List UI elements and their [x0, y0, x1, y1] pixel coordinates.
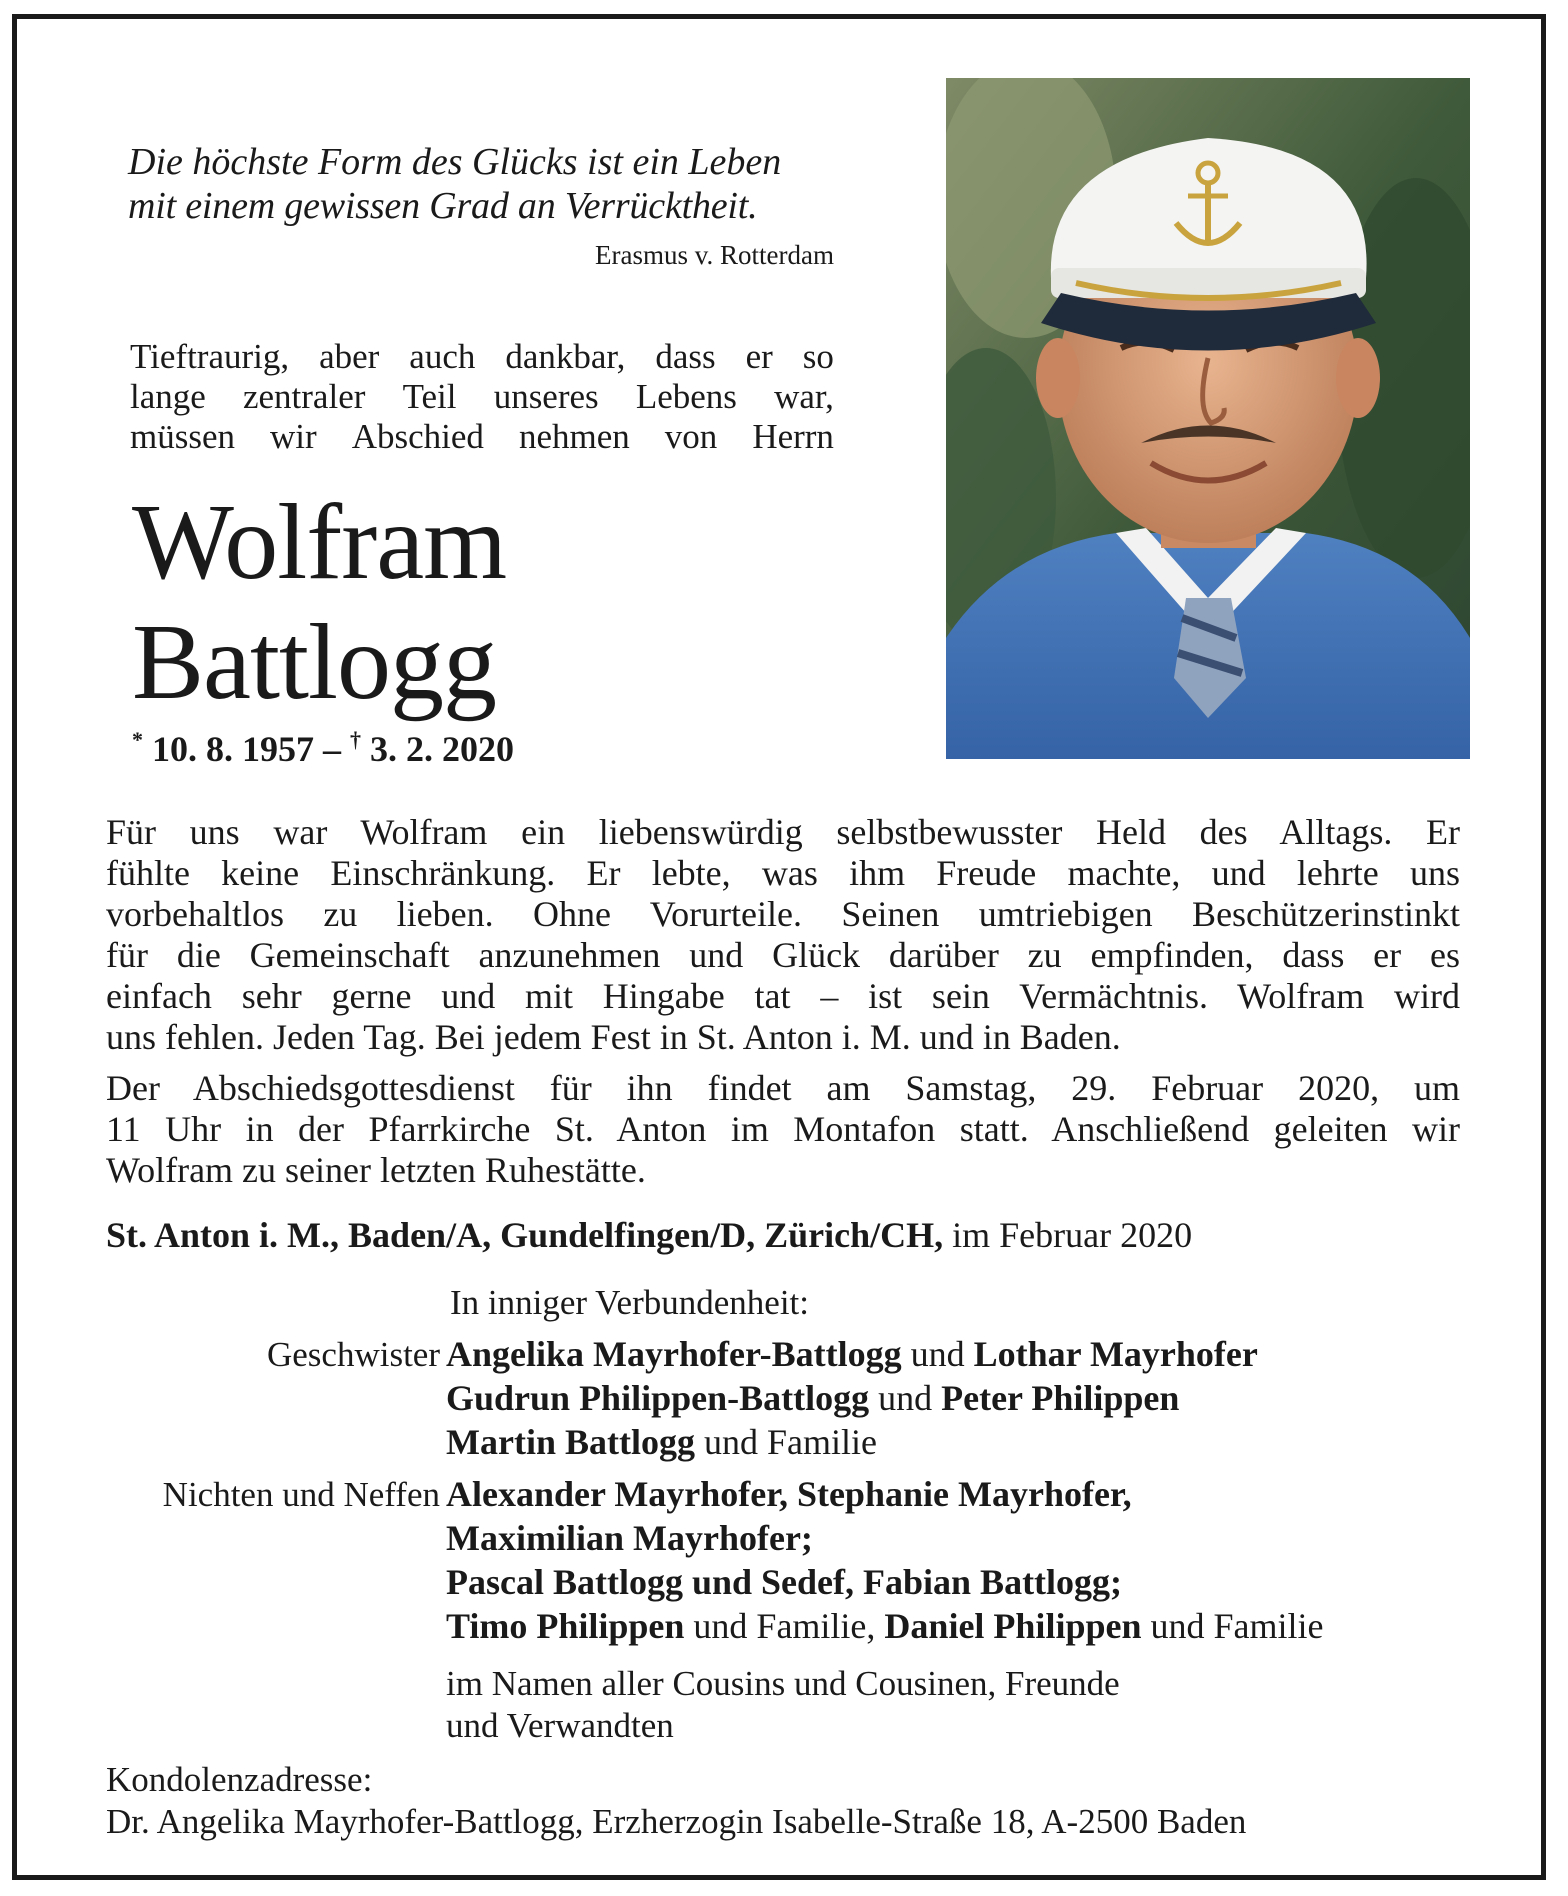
intro-word: von [664, 417, 718, 456]
intro-word: dankbar, [505, 337, 626, 376]
intro-word: so [802, 337, 834, 376]
funeral-service-paragraph [106, 1068, 1460, 1191]
service-line: Wolfram zu seiner letzten Ruhestätte. [106, 1150, 646, 1190]
notice-date: im Februar 2020 [943, 1215, 1193, 1255]
relative-name: Alexander Mayrhofer, Stephanie Mayrhofer, [446, 1474, 1132, 1514]
intro-word: lange [130, 377, 206, 416]
intro-word: müssen [130, 417, 235, 456]
intro-line-2 [130, 377, 834, 417]
life-dates [132, 727, 514, 770]
nieces-row [446, 1561, 1122, 1603]
quote [128, 140, 836, 228]
tribute-paragraph [106, 812, 1460, 1058]
quote-line-2: mit einem gewissen Grad an Verrücktheit. [128, 185, 758, 227]
deceased-first-name: Wolfram [132, 483, 507, 602]
siblings-row [446, 1377, 1179, 1419]
nieces-row [446, 1517, 813, 1559]
relative-connector: und Familie [1141, 1606, 1324, 1646]
relative-name: Peter Philippen [941, 1378, 1180, 1418]
places: St. Anton i. M., Baden/A, Gundelfingen/D, Zürich/CH, [106, 1215, 944, 1255]
nieces-label: Nichten und Neffen [162, 1475, 440, 1514]
portrait-illustration [946, 78, 1470, 759]
intro-word: Teil [402, 377, 457, 416]
tribute-line: vorbehaltlos zu lieben. Ohne Vorurteile. Seinen umtriebigen Beschützerinstinkt [106, 894, 1460, 934]
nieces-row [446, 1605, 1323, 1647]
intro-line-1 [130, 337, 834, 377]
relative-name: Angelika Mayrhofer-Battlogg [446, 1334, 902, 1374]
relative-name: Martin Battlogg [446, 1422, 695, 1462]
siblings-row [446, 1333, 1258, 1375]
closing-line-1: im Namen aller Cousins und Cousinen, Freunde [446, 1664, 1120, 1703]
relative-name: Timo Philippen [446, 1606, 685, 1646]
death-date: 3. 2. 2020 [370, 729, 514, 769]
birth-date: 10. 8. 1957 – [152, 729, 341, 769]
deceased-last-name: Battlogg [132, 603, 496, 722]
relative-name: Lothar Mayrhofer [973, 1334, 1258, 1374]
relative-connector: und [869, 1378, 942, 1418]
siblings-label: Geschwister [266, 1335, 440, 1374]
relative-connector: und Familie, [684, 1606, 885, 1646]
intro-word: er [745, 337, 773, 376]
relative-connector: und [901, 1334, 974, 1374]
quote-line-1: Die höchste Form des Glücks ist ein Leben [128, 141, 782, 183]
relative-name: Daniel Philippen [884, 1606, 1142, 1646]
siblings-row [446, 1421, 877, 1463]
intro-word: Herrn [752, 417, 834, 456]
intro-line-3 [130, 417, 834, 457]
intro-word: zentraler [242, 377, 366, 416]
places-and-date [106, 1214, 1192, 1256]
relative-name: Gudrun Philippen-Battlogg [446, 1378, 870, 1418]
relative-connector: und Familie [694, 1422, 877, 1462]
intro-word: Tieftraurig, [130, 337, 290, 376]
intro-word: war, [774, 377, 834, 416]
quote-author: Erasmus v. Rotterdam [595, 240, 834, 270]
intro-word: auch [409, 337, 476, 376]
tribute-line: einfach sehr gerne und mit Hingabe tat – ist sein Vermächtnis. Wolfram wird [106, 976, 1460, 1016]
intro-text [130, 337, 834, 457]
nieces-row [446, 1473, 1132, 1515]
death-cross-icon: † [350, 727, 361, 752]
verbundenheit-heading: In inniger Verbundenheit: [450, 1283, 809, 1322]
service-line: 11 Uhr in der Pfarrkirche St. Anton im Montafon statt. Anschließend geleiten wir [106, 1109, 1460, 1149]
intro-word: nehmen [518, 417, 630, 456]
intro-word: wir [270, 417, 317, 456]
intro-word: Abschied [351, 417, 484, 456]
closing-line-2: und Verwandten [446, 1706, 674, 1745]
service-line: Der Abschiedsgottesdienst für ihn findet am Samstag, 29. Februar 2020, um [106, 1068, 1460, 1108]
tribute-line: Für uns war Wolfram ein liebenswürdig selbstbewusster Held des Alltags. Er [106, 812, 1460, 852]
relative-name: Pascal Battlogg und Sedef, Fabian Battlogg; [446, 1562, 1123, 1602]
condolence-label: Kondolenzadresse: [106, 1760, 373, 1799]
birth-star-icon: * [132, 727, 143, 752]
tribute-line: fühlte keine Einschränkung. Er lebte, was ihm Freude machte, und lehrte uns [106, 853, 1460, 893]
portrait-photo [946, 78, 1470, 759]
intro-word: Lebens [635, 377, 737, 416]
tribute-line: uns fehlen. Jeden Tag. Bei jedem Fest in St. Anton i. M. und in Baden. [106, 1017, 1121, 1057]
intro-word: aber [319, 337, 380, 376]
tribute-line: für die Gemeinschaft anzunehmen und Glück darüber zu empfinden, dass er es [106, 935, 1460, 975]
condolence-address: Dr. Angelika Mayrhofer-Battlogg, Erzherzogin Isabelle-Straße 18, A-2500 Baden [106, 1802, 1247, 1841]
intro-word: dass [655, 337, 716, 376]
intro-word: unseres [493, 377, 599, 416]
relative-name: Maximilian Mayrhofer; [446, 1518, 813, 1558]
